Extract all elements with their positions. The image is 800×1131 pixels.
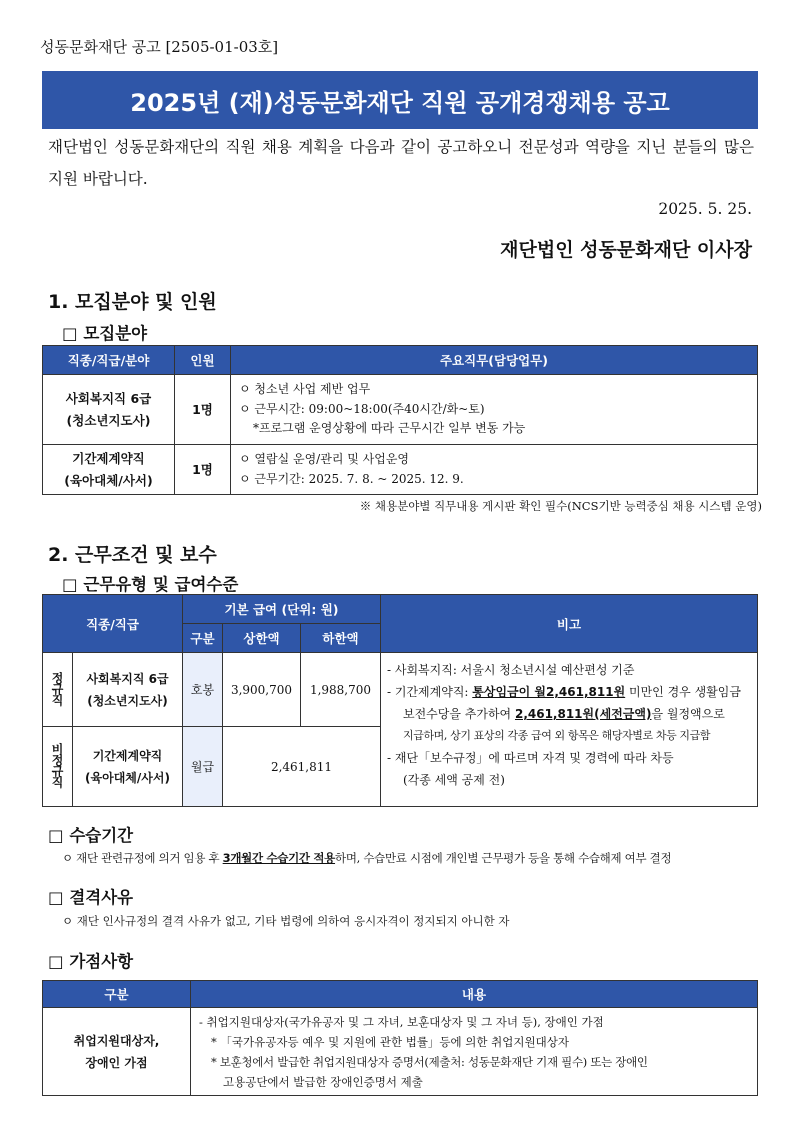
job-cell <box>73 727 183 807</box>
bonus-label: 장애인 가점 <box>85 1055 148 1070</box>
upper-amount-cell: 3,900,700 <box>223 653 301 727</box>
table-header: 하한액 <box>301 624 381 653</box>
notice-date: 2025. 5. 25. <box>658 200 752 218</box>
bonus-table <box>42 980 758 1096</box>
bonus-line: * 보훈청에서 발급한 취업지원대상자 증명서(제출처: 성동문화재단 기재 필수) 또는 장애인 <box>211 1054 648 1069</box>
job-cell <box>43 375 175 445</box>
bonus-heading: □ 가점사항 <box>48 952 134 971</box>
table-header: 기본 급여 (단위: 원) <box>183 595 381 624</box>
recruitment-table <box>42 345 758 495</box>
job-title: 기간제계약직 <box>72 450 145 466</box>
salary-table <box>42 594 758 807</box>
remark-text: - 기간제계약직: <box>387 685 473 699</box>
job-title: 기간제계약직 <box>92 748 163 763</box>
table-header: 상한액 <box>223 624 301 653</box>
job-cell <box>73 653 183 727</box>
pay-type-cell: 호봉 <box>183 653 223 727</box>
table-header: 인원 <box>175 346 231 375</box>
job-cell <box>43 445 175 495</box>
notice-number: 성동문화재단 공고 [2505-01-03호] <box>40 38 279 56</box>
probation-text <box>62 850 671 866</box>
disqualification-heading: □ 결격사유 <box>48 888 134 907</box>
job-title: 사회복지직 6급 <box>65 390 152 406</box>
bonus-label: 취업지원대상자, <box>73 1033 160 1048</box>
count-cell: 1명 <box>175 375 231 445</box>
disqualification-text: ㅇ 재단 인사규정의 결격 사유가 없고, 기타 법령에 의하여 응시자격이 정지되지 아니한 자 <box>62 914 510 928</box>
intro-paragraph: 재단법인 성동문화재단의 직원 채용 계획을 다음과 같이 공고하오니 전문성과 역량을 지닌 분들의 많은 지원 바랍니다. <box>48 138 754 188</box>
duties-cell <box>231 375 758 445</box>
table-header: 내용 <box>191 981 758 1008</box>
remark-line <box>387 681 751 703</box>
job-subtitle: (청소년지도사) <box>87 693 168 708</box>
page-title: 2025년 (재)성동문화재단 직원 공개경쟁채용 공고 <box>42 71 758 129</box>
table-header: 구분 <box>183 624 223 653</box>
job-subtitle: (육아대체/사서) <box>85 770 170 785</box>
count-cell: 1명 <box>175 445 231 495</box>
pay-type-cell: 월급 <box>183 727 223 807</box>
bonus-line: - 취업지원대상자(국가유공자 및 그 자녀, 보훈대상자 및 그 자녀 등), 장애인 가점 <box>199 1014 604 1029</box>
category-label: 정규직 <box>50 671 64 705</box>
section2-heading: 2. 근무조건 및 보수 <box>48 544 217 566</box>
probation-emphasis: 3개월간 수습기간 적용 <box>222 851 336 865</box>
remark-line: (각종 세액 공제 전) <box>403 773 505 787</box>
bonus-label-cell <box>43 1008 191 1096</box>
table-header-row <box>43 595 758 624</box>
bonus-line: 고용공단에서 발급한 장애인증명서 제출 <box>223 1074 423 1089</box>
probation-text-part: ㅇ 재단 관련규정에 의거 임용 후 <box>62 851 223 865</box>
duty-item: ㅇ 청소년 사업 제반 업무 <box>239 382 371 397</box>
remarks-cell <box>381 653 758 807</box>
remark-line <box>387 703 751 725</box>
duty-item: ㅇ 열람실 운영/관리 및 사업운영 <box>239 452 409 466</box>
duty-item: ㅇ 근무기간: 2025. 7. 8. ~ 2025. 12. 9. <box>239 471 464 486</box>
remark-line: - 사회복지직: 서울시 청소년시설 예산편성 기준 <box>387 663 635 677</box>
remark-line: - 재단「보수규정」에 따르며 자격 및 경력에 따라 차등 <box>387 751 674 765</box>
category-label: 비정규직 <box>50 743 64 787</box>
remark-line: 지급하며, 상기 표상의 각종 급여 외 항목은 해당자별로 차등 지급함 <box>403 729 711 742</box>
section1-heading: 1. 모집분야 및 인원 <box>48 291 217 313</box>
table-header: 주요직무(담당업무) <box>231 346 758 375</box>
remark-text: 을 월정액으로 <box>651 707 725 721</box>
table-header: 구분 <box>43 981 191 1008</box>
remark-text: 보전수당을 추가하여 <box>403 707 515 721</box>
table-row <box>43 653 758 727</box>
probation-text-part: 하며, 수습만료 시점에 개인별 근무평가 등을 통해 수습해제 여부 결정 <box>335 851 672 865</box>
table-row <box>43 375 758 445</box>
duties-cell <box>231 445 758 495</box>
remark-text: 미만인 경우 생활임금 <box>625 685 741 699</box>
table-header: 비고 <box>381 595 758 653</box>
bonus-content-cell <box>191 1008 758 1096</box>
lower-amount-cell: 1,988,700 <box>301 653 381 727</box>
table-header-row <box>43 346 758 375</box>
job-title: 사회복지직 6급 <box>86 671 169 686</box>
category-cell <box>43 727 73 807</box>
remark-emphasis: 2,461,811원(세전금액) <box>514 707 652 721</box>
section1-subheading: □ 모집분야 <box>62 324 148 343</box>
amount-cell: 2,461,811 <box>223 727 381 807</box>
category-cell <box>43 653 73 727</box>
table-header: 직종/직급 <box>43 595 183 653</box>
duty-note: *프로그램 운영상황에 따라 근무시간 일부 변동 가능 <box>253 421 526 436</box>
section2-subheading: □ 근무유형 및 급여수준 <box>62 575 239 594</box>
remark-emphasis: 통상임금이 월2,461,811원 <box>472 685 626 699</box>
table-row <box>43 445 758 495</box>
section1-note: ※ 채용분야별 직무내용 게시판 확인 필수(NCS기반 능력중심 채용 시스템 운영) <box>359 499 762 513</box>
probation-heading: □ 수습기간 <box>48 826 134 845</box>
bonus-line: * 「국가유공자등 예우 및 지원에 관한 법률」등에 의한 취업지원대상자 <box>211 1034 569 1049</box>
table-header: 직종/직급/분야 <box>43 346 175 375</box>
table-row <box>43 1008 758 1096</box>
signer: 재단법인 성동문화재단 이사장 <box>500 239 752 261</box>
job-subtitle: (청소년지도사) <box>66 412 151 428</box>
duty-item: ㅇ 근무시간: 09:00~18:00(주40시간/화~토) <box>239 401 485 416</box>
table-header-row <box>43 981 758 1008</box>
job-subtitle: (육아대체/사서) <box>64 472 153 488</box>
